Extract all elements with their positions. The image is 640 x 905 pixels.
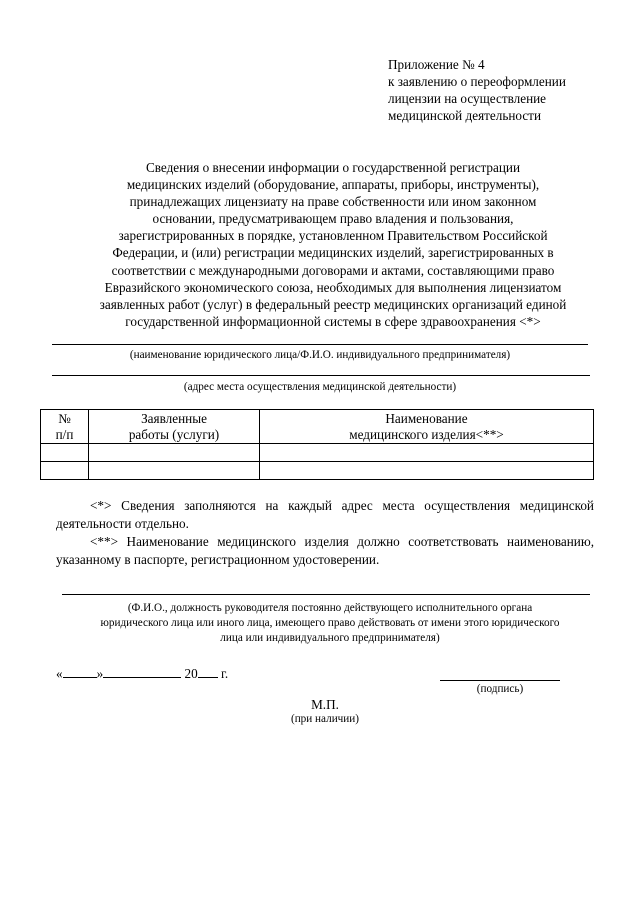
entity-name-caption: (наименование юридического лица/Ф.И.О. индивидуального предпринимателя): [129, 349, 511, 361]
date-day-blank[interactable]: [63, 665, 97, 678]
stamp-label: М.П.: [311, 697, 339, 712]
title-line: принадлежащих лицензиату на праве собственности или ином законном: [129, 194, 537, 210]
head-name-field[interactable]: [62, 594, 590, 595]
appendix-line: медицинской деятельности: [388, 108, 541, 123]
table-cell[interactable]: [89, 462, 260, 480]
title-line: государственной информационной системы в сфере здравоохранения <*>: [125, 313, 541, 329]
title-line: Федерации, и (или) регистрации медицинских изделий, зарегистрированных в: [112, 245, 554, 261]
header-device-line2: медицинского изделия<**>: [349, 426, 504, 442]
document-title: [48, 159, 618, 330]
table-cell[interactable]: [41, 444, 89, 462]
title-line: заявленных работ (услуг) в федеральный реестр медицинских организаций единой: [99, 296, 567, 312]
appendix-line: лицензии на осуществление: [388, 91, 547, 106]
table-row: [41, 444, 594, 462]
table-cell[interactable]: [41, 462, 89, 480]
title-line: Евразийского экономического союза, необходимых для выполнения лицензиатом: [104, 279, 562, 295]
table-header-row: [41, 410, 594, 444]
date-close-quote: »: [96, 666, 104, 681]
head-name-caption: [40, 601, 620, 646]
date-month-blank[interactable]: [103, 665, 181, 678]
footnote-2: <**> Наименование медицинского изделия должно соответствовать наименованию, указанному в паспорте, регистрационном удостоверении.: [56, 534, 594, 567]
table-cell[interactable]: [260, 462, 594, 480]
table-row: [41, 462, 594, 480]
title-line: соответствии с международными договорами и актами, составляющими право: [111, 262, 555, 278]
header-works: [89, 410, 260, 444]
header-number: [41, 410, 89, 444]
title-line: зарегистрированных в порядке, установленном Правительством Российской: [118, 228, 548, 244]
head-caption-line: лица или индивидуального предпринимателя): [220, 632, 440, 644]
date-field: [56, 665, 228, 682]
signature-field[interactable]: [440, 680, 560, 681]
appendix-line: Приложение № 4: [388, 57, 485, 72]
footnote-1: <*> Сведения заполняются на каждый адрес места осуществления медицинской деятельности отдельно.: [56, 498, 594, 531]
head-caption-line: юридического лица или иного лица, имеющего право действовать от имени этого юридического: [100, 617, 560, 629]
table-cell[interactable]: [260, 444, 594, 462]
appendix-header: [388, 56, 628, 124]
header-device-line1: Наименование: [385, 411, 468, 426]
header-number-line2: п/п: [55, 426, 74, 442]
table-cell[interactable]: [89, 444, 260, 462]
title-line: медицинских изделий (оборудование, аппараты, приборы, инструменты),: [126, 177, 540, 193]
appendix-line: к заявлению о переоформлении: [388, 74, 566, 89]
address-caption: (адрес места осуществления медицинской деятельности): [183, 381, 457, 393]
head-caption-line: (Ф.И.О., должность руководителя постоянно действующего исполнительного органа: [127, 602, 533, 614]
date-year-prefix: 20: [184, 666, 198, 681]
header-works-line1: Заявленные: [141, 411, 207, 426]
medical-devices-table: [40, 409, 594, 480]
header-device-name: [260, 410, 594, 444]
date-year-suffix: г.: [220, 666, 229, 681]
date-year-blank[interactable]: [198, 665, 218, 678]
signature-caption: (подпись): [476, 683, 524, 695]
title-line: Сведения о внесении информации о государственной регистрации: [145, 160, 521, 175]
header-number-line1: №: [58, 411, 71, 426]
header-works-line2: работы (услуги): [128, 426, 220, 442]
address-field[interactable]: [52, 375, 590, 376]
stamp-note: (при наличии): [290, 713, 360, 725]
footnotes: [56, 497, 594, 569]
title-line: основании, предусматривающем право владения и пользования,: [152, 211, 514, 227]
date-open-quote: «: [56, 666, 63, 681]
entity-name-field[interactable]: [52, 344, 588, 345]
